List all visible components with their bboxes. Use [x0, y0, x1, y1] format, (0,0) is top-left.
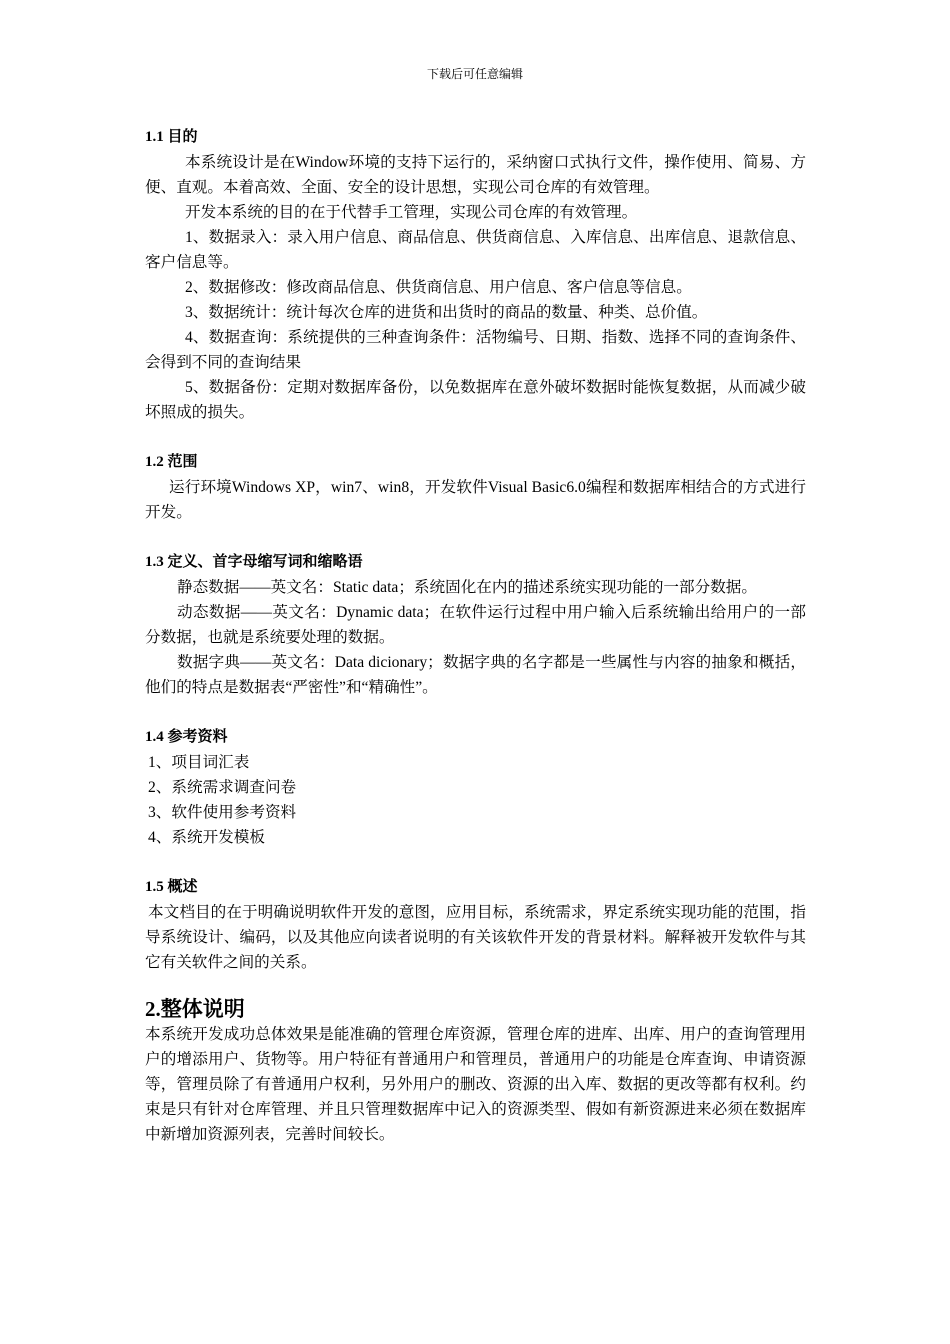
section-heading: 1.2 范围 [145, 454, 198, 470]
document-body [145, 125, 806, 1147]
paragraph: 本系统开发成功总体效果是能准确的管理仓库资源，管理仓库的进库、出库、用户的查询管理用户的增添用户、货物等。用户特征有普通用户和管理员，普通用户的功能是仓库查询、申请资源等，管理员除了有普通用户权利，另外用户的删改、资源的出入库、数据的更改等都有权利。约束是只有针对仓库管理、并且只管理数据库中记入的资源类型、假如有新资源进来必须在数据库中新增加资源列表，完善时间较长。 [145, 1026, 806, 1143]
spacer [145, 525, 806, 550]
list-item: 3、软件使用参考资料 [148, 804, 297, 821]
spacer [145, 975, 806, 994]
section-heading: 1.5 概述 [145, 879, 198, 895]
paragraph: 3、数据统计：统计每次仓库的进货和出货时的商品的数量、种类、总价值。 [185, 304, 708, 321]
paragraph: 2、数据修改：修改商品信息、供货商信息、用户信息、客户信息等信息。 [185, 279, 692, 296]
list-item: 4、系统开发模板 [148, 829, 265, 846]
paragraph: 运行环境Windows XP，win7、win8，开发软件Visual Basic6.0编程和数据库相结合的方式进行开发。 [145, 479, 806, 521]
list-item: 2、系统需求调查问卷 [148, 779, 297, 796]
paragraph: 4、数据查询：系统提供的三种查询条件：活物编号、日期、指数、选择不同的查询条件、会得到不同的查询结果 [145, 329, 806, 371]
header-note: 下载后可任意编辑 [426, 67, 523, 81]
section-heading: 1.1 目的 [145, 129, 198, 145]
chapter-heading: 2.整体说明 [145, 997, 245, 1021]
paragraph: 5、数据备份：定期对数据库备份，以免数据库在意外破坏数据时能恢复数据，从而减少破坏照成的损失。 [145, 379, 806, 421]
paragraph: 开发本系统的目的在于代替手工管理，实现公司仓库的有效管理。 [185, 204, 638, 221]
section-1-1 [145, 125, 806, 425]
section-1-2 [145, 450, 806, 525]
paragraph: 动态数据——英文名：Dynamic data；在软件运行过程中用户输入后系统输出给用户的一部分数据，也就是系统要处理的数据。 [145, 604, 806, 646]
section-1-4 [145, 725, 806, 850]
spacer [145, 700, 806, 725]
spacer [145, 425, 806, 450]
paragraph: 本文档目的在于明确说明软件开发的意图，应用目标，系统需求，界定系统实现功能的范围，指导系统设计、编码，以及其他应向读者说明的有关该软件开发的背景材料。解释被开发软件与其它有关软件之间的关系。 [145, 904, 806, 971]
paragraph: 1、数据录入：录入用户信息、商品信息、供货商信息、入库信息、出库信息、退款信息、客户信息等。 [145, 229, 806, 271]
section-1-5 [145, 875, 806, 975]
paragraph: 数据字典——英文名：Data dicionary；数据字典的名字都是一些属性与内容的抽象和概括，他们的特点是数据表“严密性”和“精确性”。 [145, 654, 806, 696]
spacer [145, 850, 806, 875]
paragraph: 本系统设计是在Window环境的支持下运行的，采纳窗口式执行文件，操作使用、简易、方便、直观。本着高效、全面、安全的设计思想，实现公司仓库的有效管理。 [145, 154, 806, 196]
paragraph: 静态数据——英文名：Static data；系统固化在内的描述系统实现功能的一部分数据。 [177, 579, 757, 596]
list-item: 1、项目词汇表 [148, 754, 250, 771]
section-heading: 1.3 定义、首字母缩写词和缩略语 [145, 554, 363, 570]
section-1-3 [145, 550, 806, 700]
section-2 [145, 996, 806, 1147]
section-heading: 1.4 参考资料 [145, 729, 228, 745]
